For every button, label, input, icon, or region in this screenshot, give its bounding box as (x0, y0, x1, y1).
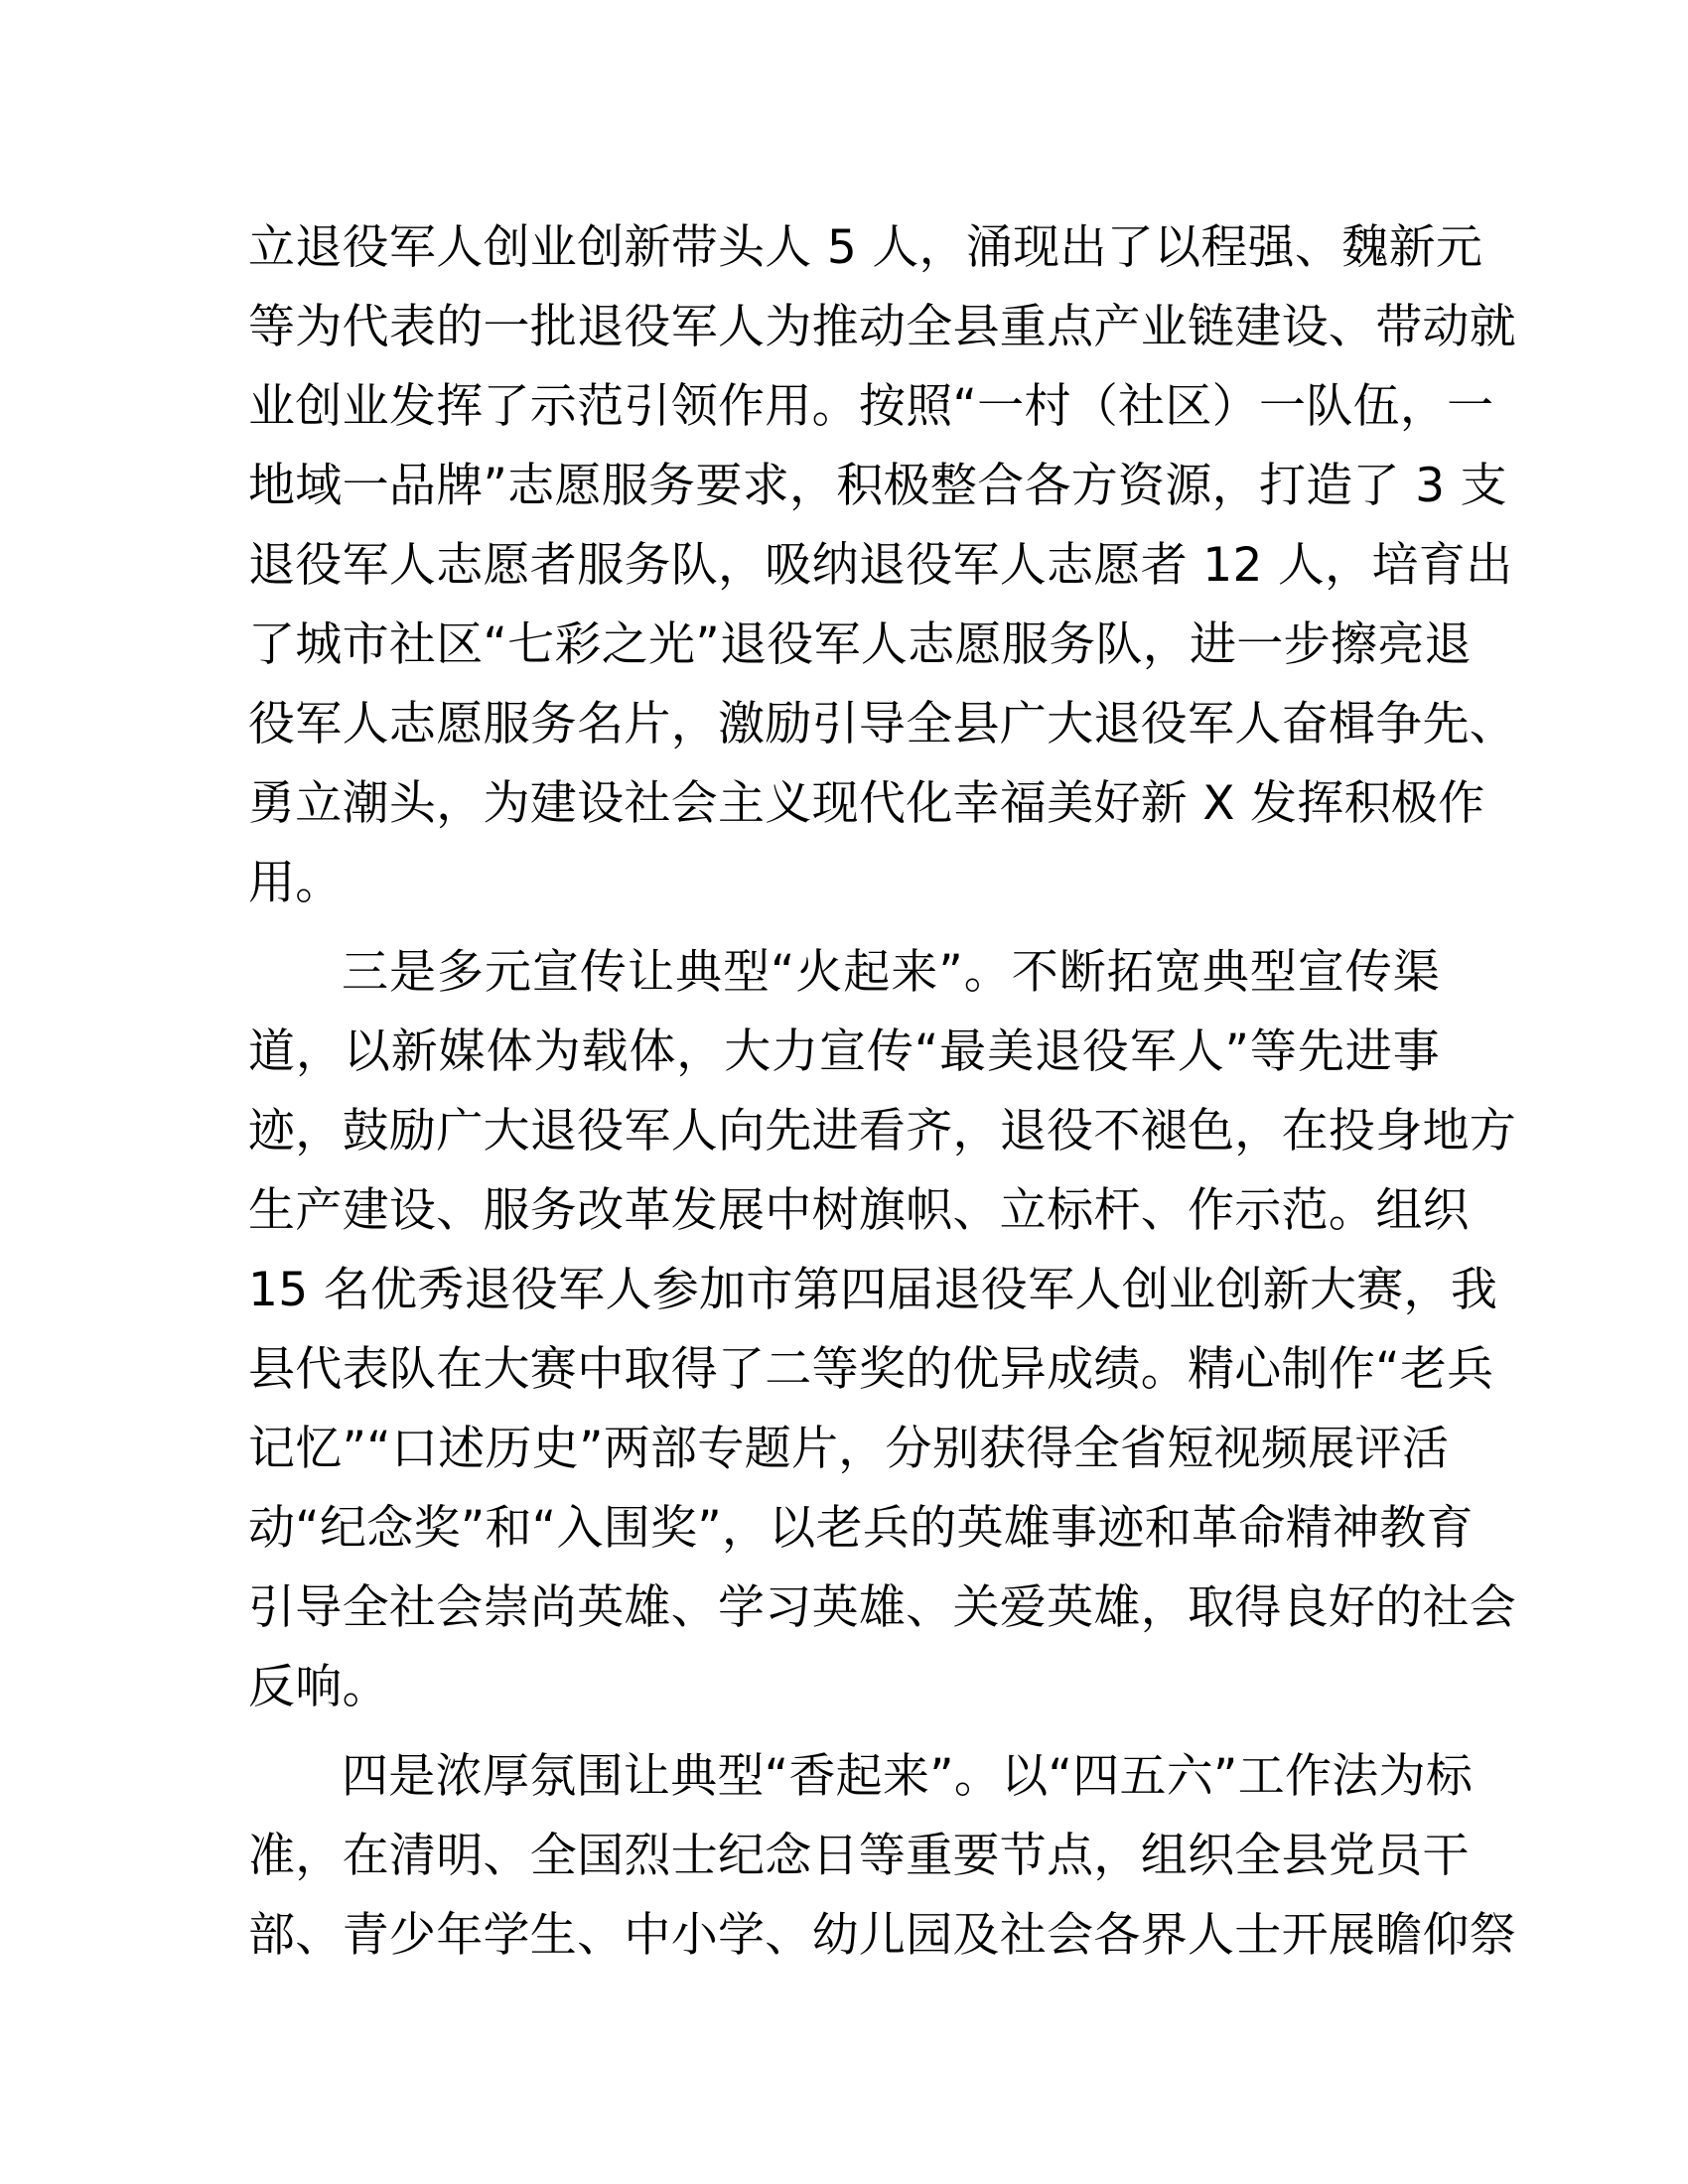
paragraph-3-line-3: 部、青少年学生、中小学、幼儿园及社会各界人士开展瞻仰祭 (248, 1908, 1517, 1963)
paragraph-1-line-4: 地域一品牌”志愿服务要求，积极整合各方资源，打造了 3 支 (248, 459, 1507, 513)
paragraph-2-line-5: 15 名优秀退役军人参加市第四届退役军人创业创新大赛，我 (248, 1263, 1498, 1317)
paragraph-1-line-1: 立退役军人创业创新带头人 5 人，涌现出了以程强、魏新元 (248, 220, 1483, 275)
paragraph-2-line-7: 记忆”“口述历史”两部专题片，分别获得全省短视频展评活 (248, 1422, 1450, 1476)
paragraph-3 (248, 1737, 1517, 1976)
paragraph-2-line-4: 生产建设、服务改革发展中树旗帜、立标杆、作示范。组织 (248, 1183, 1470, 1238)
paragraph-3-line-2: 准，在清明、全国烈士纪念日等重要节点，组织全县党员干 (248, 1829, 1470, 1883)
paragraph-1-line-6: 了城市社区“七彩之光”退役军人志愿服务队，进一步擦亮退 (248, 617, 1472, 672)
document-body (248, 208, 1517, 1976)
paragraph-1-line-8: 勇立潮头，为建设社会主义现代化幸福美好新 X 发挥积极作 (248, 776, 1485, 831)
paragraph-2-line-8: 动“纪念奖”和“入围奖”，以老兵的英雄事迹和革命精神教育 (248, 1501, 1474, 1556)
paragraph-2-line-10: 反响。 (248, 1660, 389, 1714)
paragraph-2-line-1: 三是多元宣传让典型“火起来”。不断拓宽典型宣传渠 (342, 945, 1440, 1000)
paragraph-1-line-7: 役军人志愿服务名片，激励引导全县广大退役军人奋楫争先、 (248, 697, 1517, 751)
paragraph-3-line-1: 四是浓厚氛围让典型“香起来”。以“四五六”工作法为标 (342, 1749, 1474, 1804)
paragraph-2 (248, 933, 1517, 1727)
paragraph-1-line-2: 等为代表的一批退役军人为推动全县重点产业链建设、带动就 (248, 300, 1517, 354)
paragraph-2-line-9: 引导全社会崇尚英雄、学习英雄、关爱英雄，取得良好的社会 (248, 1580, 1517, 1635)
paragraph-1 (248, 208, 1517, 923)
paragraph-spacer (248, 1727, 1440, 1737)
paragraph-1-line-5: 退役军人志愿者服务队，吸纳退役军人志愿者 12 人，培育出 (248, 538, 1513, 593)
paragraph-1-line-3: 业创业发挥了示范引领作用。按照“一村（社区）一队伍，一 (248, 379, 1494, 434)
paragraph-spacer (248, 923, 1440, 933)
paragraph-2-line-3: 迹，鼓励广大退役军人向先进看齐，退役不褪色，在投身地方 (248, 1104, 1517, 1159)
paragraph-2-line-2: 道，以新媒体为载体，大力宣传“最美退役军人”等先进事 (248, 1024, 1440, 1079)
paragraph-1-line-9: 用。 (248, 856, 343, 910)
paragraph-2-line-6: 县代表队在大赛中取得了二等奖的优异成绩。精心制作“老兵 (248, 1342, 1494, 1397)
